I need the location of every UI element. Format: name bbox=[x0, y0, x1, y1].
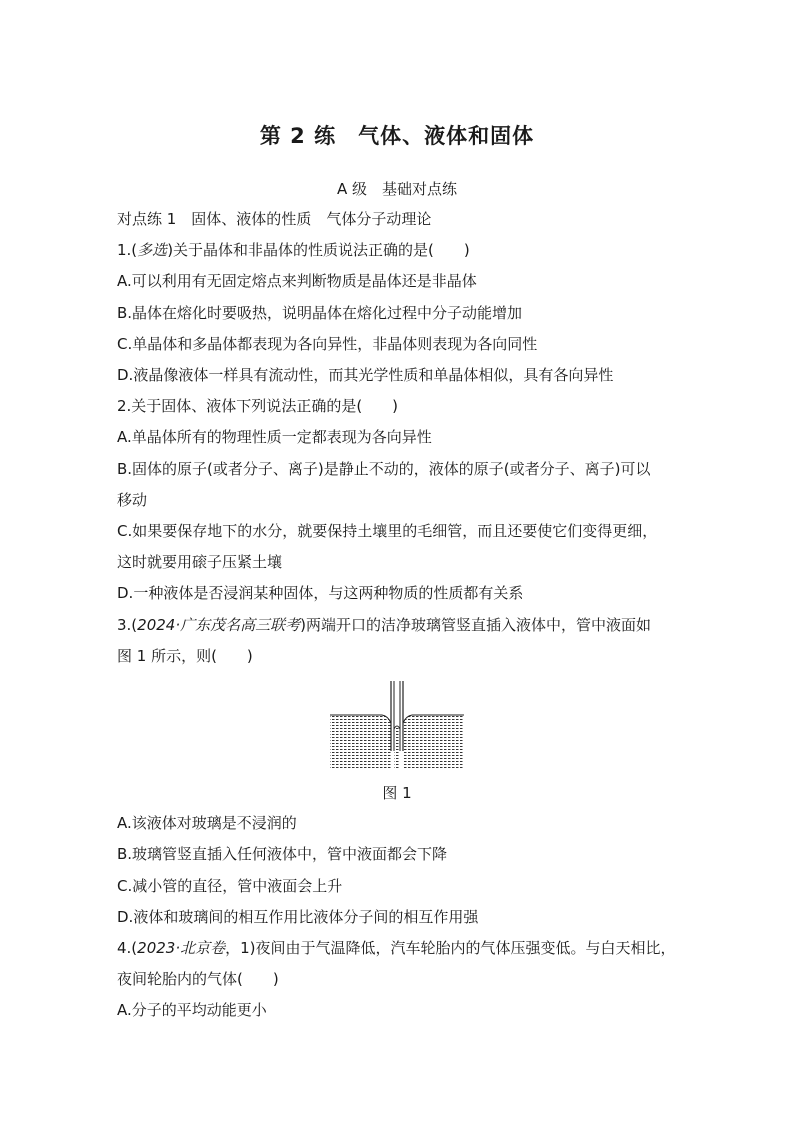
question-2-stem: 2.关于固体、液体下列说法正确的是( ) bbox=[117, 397, 399, 415]
level-heading: A 级 基础对点练 bbox=[336, 180, 458, 198]
question-2-option-c-line1: C.如果要保存地下的水分，就要保持土壤里的毛细管，而且还要使它们变得更细， bbox=[117, 522, 658, 540]
question-4-stem-line1: 4.(2023·北京卷，1)夜间由于气温降低，汽车轮胎内的气体压强变低。与白天相比， bbox=[117, 939, 676, 957]
question-2-option-b-line2: 移动 bbox=[117, 491, 148, 509]
question-4-source: 2023·北京卷 bbox=[137, 939, 226, 957]
question-4-option-a: A.分子的平均动能更小 bbox=[117, 1001, 267, 1019]
question-4-stem-line2: 夜间轮胎内的气体( ) bbox=[117, 970, 279, 988]
question-3-option-b: B.玻璃管竖直插入任何液体中，管中液面都会下降 bbox=[117, 845, 448, 863]
liquid-body-right bbox=[403, 715, 464, 769]
question-3-stem-line2: 图 1 所示，则( ) bbox=[117, 647, 253, 665]
question-2-option-d: D.一种液体是否浸润某种固体，与这两种物质的性质都有关系 bbox=[117, 584, 524, 602]
question-1-tag: 多选 bbox=[137, 241, 168, 259]
question-1-option-d: D.液晶像液体一样具有流动性，而其光学性质和单晶体相似，具有各向异性 bbox=[117, 366, 614, 384]
question-2-option-c-line2: 这时就要用磙子压紧土壤 bbox=[117, 553, 283, 571]
question-1-option-c: C.单晶体和多晶体都表现为各向异性，非晶体则表现为各向同性 bbox=[117, 335, 538, 353]
question-3-option-d: D.液体和玻璃间的相互作用比液体分子间的相互作用强 bbox=[117, 908, 479, 926]
question-3-source: 2024·广东茂名高三联考 bbox=[137, 616, 301, 634]
capillary-tube-figure bbox=[328, 679, 466, 771]
section-heading: 对点练 1 固体、液体的性质 气体分子动理论 bbox=[117, 210, 432, 228]
question-1-stem: 1.(多选)关于晶体和非晶体的性质说法正确的是( ) bbox=[117, 241, 470, 259]
question-3-stem-line1: 3.(2024·广东茂名高三联考)两端开口的洁净玻璃管竖直插入液体中，管中液面如 bbox=[117, 616, 651, 634]
question-1-option-a: A.可以利用有无固定熔点来判断物质是晶体还是非晶体 bbox=[117, 272, 477, 290]
liquid-body bbox=[330, 715, 391, 769]
question-3-option-a: A.该液体对玻璃是不浸润的 bbox=[117, 814, 297, 832]
question-1-option-b: B.晶体在熔化时要吸热，说明晶体在熔化过程中分子动能增加 bbox=[117, 304, 523, 322]
page-title: 第 2 练 气体、液体和固体 bbox=[259, 124, 535, 148]
question-2-option-b-line1: B.固体的原子(或者分子、离子)是静止不动的，液体的原子(或者分子、离子)可以 bbox=[117, 460, 651, 478]
question-3-option-c: C.减小管的直径，管中液面会上升 bbox=[117, 877, 343, 895]
figure-caption: 图 1 bbox=[382, 784, 412, 802]
question-2-option-a: A.单晶体所有的物理性质一定都表现为各向异性 bbox=[117, 428, 432, 446]
liquid-inside-tube bbox=[394, 726, 400, 769]
